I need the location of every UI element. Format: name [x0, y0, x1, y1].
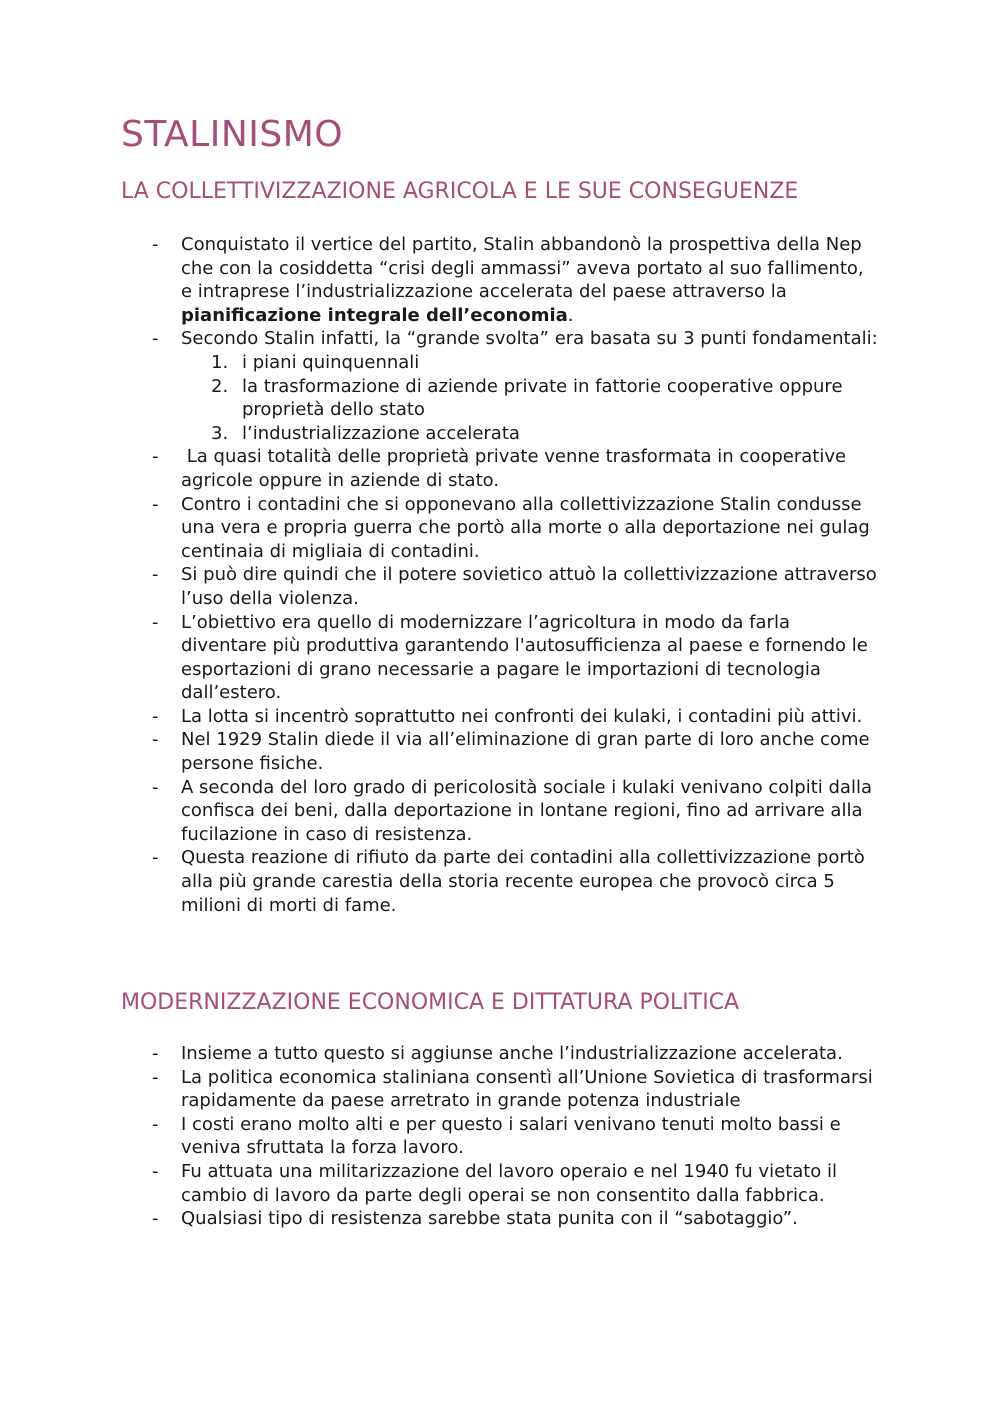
numbered-item: l’industrializzazione accelerata — [242, 422, 520, 444]
list-item: - La politica economica staliniana consentì all’Unione Sovietica di trasformarsi rapidamente da paese arretrato in grande potenza industriale — [150, 1066, 880, 1113]
list-item: - Qualsiasi tipo di resistenza sarebbe stata punita con il “sabotaggio”. — [150, 1207, 880, 1231]
list-item: - Fu attuata una militarizzazione del lavoro operaio e nel 1940 fu vietato il cambio di lavoro da parte degli operai se non consentito dalla fabbrica. — [150, 1160, 880, 1207]
page-title: STALINISMO — [121, 114, 344, 155]
list-item: - I costi erano molto alti e per questo i salari venivano tenuti molto bassi e veniva sfruttata la forza lavoro. — [150, 1113, 880, 1160]
bold-term: pianificazione integrale dell’economia — [181, 304, 568, 326]
bullet-list-modernizzazione — [150, 1042, 880, 1231]
bullet-list-collettivizzazione — [150, 233, 880, 917]
item-text: Conquistato il vertice del partito, Stalin abbandonò la prospettiva della Nep che con la cosiddetta “crisi degli ammassi” aveva portato al suo fallimento, e intraprese l’industrializzazione accelerata del paese attraverso la — [181, 234, 864, 303]
list-item — [150, 233, 880, 327]
section-heading-modernizzazione: MODERNIZZAZIONE ECONOMICA E DITTATURA POLITICA — [121, 990, 740, 1015]
section-heading-collettivizzazione: LA COLLETTIVIZZAZIONE AGRICOLA E LE SUE CONSEGUENZE — [121, 179, 799, 204]
numbered-sublist — [181, 351, 880, 445]
list-item: - Si può dire quindi che il potere sovietico attuò la collettivizzazione attraverso l’uso della violenza. — [150, 563, 880, 610]
numbered-item: la trasformazione di aziende private in fattorie cooperative oppure proprietà dello stato — [242, 375, 843, 421]
item-text-end: . — [567, 304, 574, 326]
list-item: - La lotta si incentrò soprattutto nei confronti dei kulaki, i contadini più attivi. — [150, 705, 880, 729]
numbered-item: i piani quinquennali — [242, 351, 420, 373]
list-item: - Insieme a tutto questo si aggiunse anche l’industrializzazione accelerata. — [150, 1042, 880, 1066]
list-item: - L’obiettivo era quello di modernizzare l’agricoltura in modo da farla diventare più produttiva garantendo l'autosufficienza al paese e fornendo le esportazioni di grano necessarie a pagare le importazioni di tecnologia dall’estero. — [150, 611, 880, 705]
list-item: - Questa reazione di rifiuto da parte dei contadini alla collettivizzazione portò alla più grande carestia della storia recente europea che provocò circa 5 milioni di morti di fame. — [150, 846, 880, 917]
item-text: Secondo Stalin infatti, la “grande svolta” era basata su 3 punti fondamentali: — [181, 328, 878, 350]
list-item: - Nel 1929 Stalin diede il via all’eliminazione di gran parte di loro anche come persone fisiche. — [150, 728, 880, 775]
list-item: - La quasi totalità delle proprietà private venne trasformata in cooperative agricole oppure in aziende di stato. — [150, 445, 880, 492]
list-item: - Contro i contadini che si opponevano alla collettivizzazione Stalin condusse una vera e propria guerra che portò alla morte o alla deportazione nei gulag centinaia di migliaia di contadini. — [150, 493, 880, 564]
list-item — [150, 327, 880, 445]
list-item: - A seconda del loro grado di pericolosità sociale i kulaki venivano colpiti dalla confisca dei beni, dalla deportazione in lontane regioni, fino ad arrivare alla fucilazione in caso di resistenza. — [150, 776, 880, 847]
